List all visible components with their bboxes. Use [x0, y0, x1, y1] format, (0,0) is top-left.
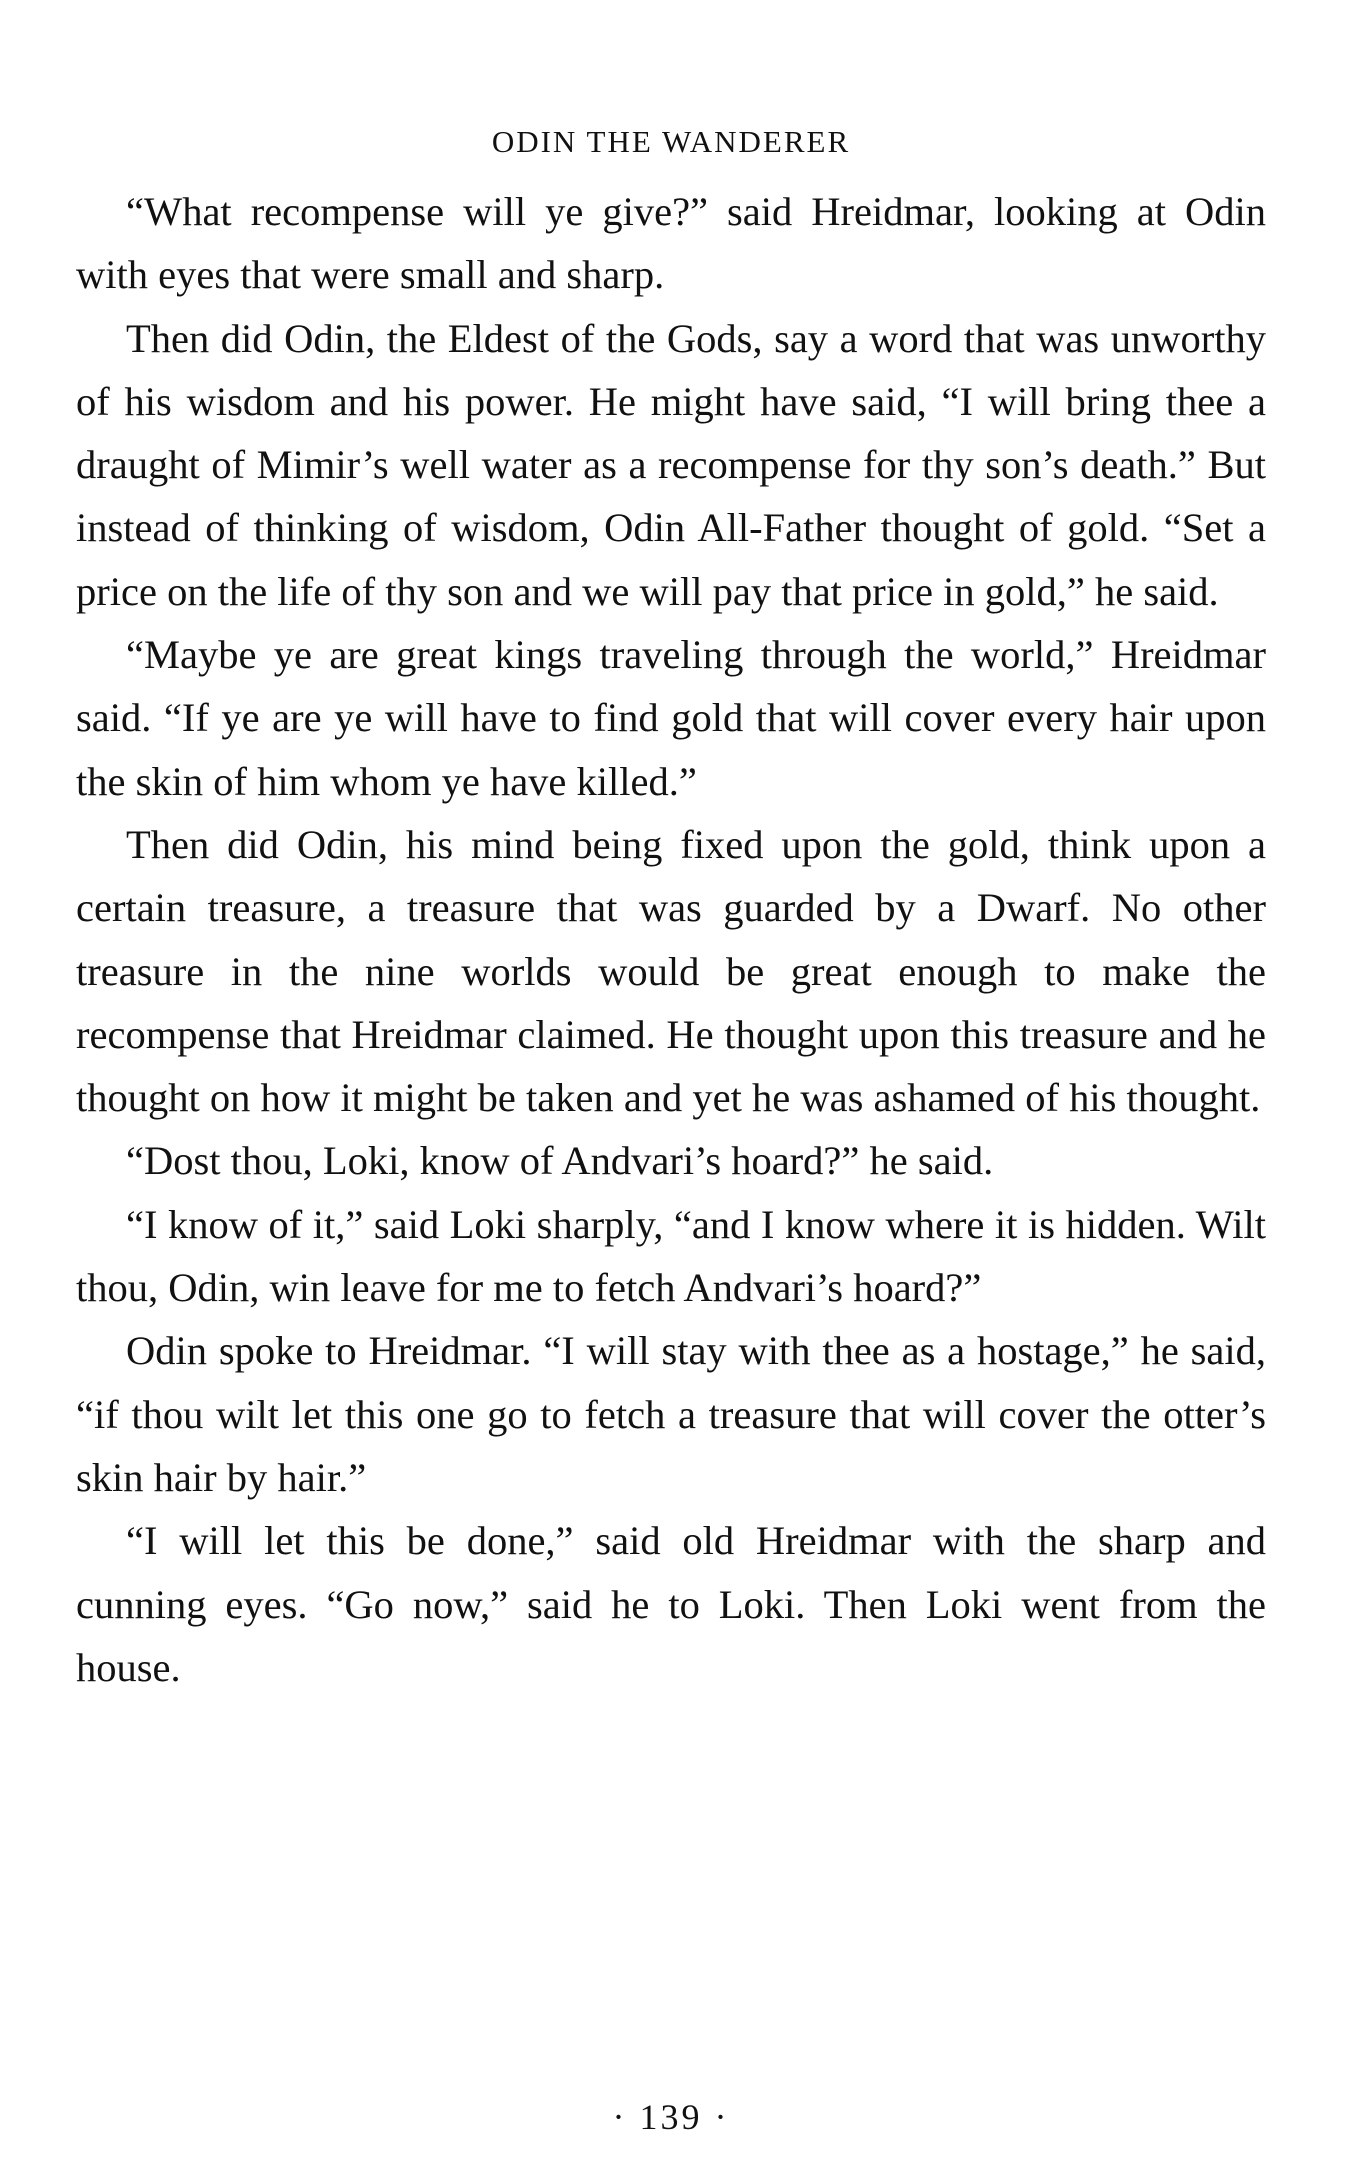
page-number: · 139 ·	[612, 2097, 730, 2137]
paragraph: “Maybe ye are great kings traveling through the world,” Hreidmar said. “If ye are ye will have to find gold that will cover every hair upon the skin of him whom ye have killed.”	[76, 632, 1266, 804]
paragraph: “I will let this be done,” said old Hreidmar with the sharp and cunning eyes. “Go now,” said he to Loki. Then Loki went from the house.	[76, 1518, 1266, 1690]
paragraph: “What recompense will ye give?” said Hreidmar, looking at Odin with eyes that were small and sharp.	[76, 189, 1266, 298]
paragraph: Odin spoke to Hreidmar. “I will stay with thee as a hostage,” he said, “if thou wilt let this one go to fetch a treasure that will cover the otter’s skin hair by hair.”	[76, 1328, 1266, 1500]
body-text	[76, 180, 1266, 1699]
running-head: ODIN THE WANDERER	[491, 124, 851, 159]
paragraph: Then did Odin, his mind being fixed upon the gold, think upon a certain treasure, a treasure that was guarded by a Dwarf. No other treasure in the nine worlds would be great enough to make the recompense that Hreidmar claimed. He thought upon this treasure and he thought on how it might be taken and yet he was ashamed of his thought.	[76, 821, 1266, 1121]
paragraph: “I know of it,” said Loki sharply, “and I know where it is hidden. Wilt thou, Odin, win leave for me to fetch Andvari’s hoard?”	[76, 1201, 1266, 1311]
paragraph: “Dost thou, Loki, know of Andvari’s hoard?” he said.	[126, 1138, 994, 1184]
paragraph: Then did Odin, the Eldest of the Gods, say a word that was unworthy of his wisdom and his power. He might have said, “I will bring thee a draught of Mimir’s well water as a recompense for thy son’s death.” But instead of thinking of wisdom, Odin All-Father thought of gold. “Set a price on the life of thy son and we will pay that price in gold,” he said.	[76, 315, 1266, 614]
book-page	[76, 0, 1266, 2159]
